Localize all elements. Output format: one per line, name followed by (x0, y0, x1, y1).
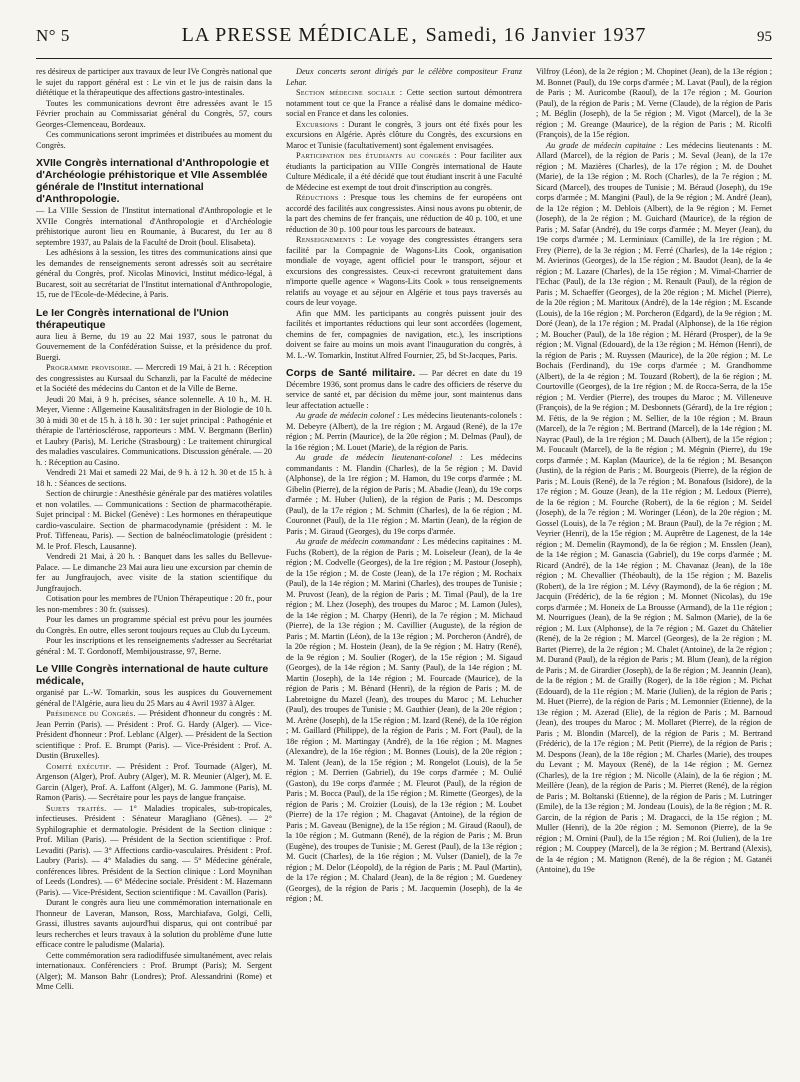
paragraph (286, 453, 522, 537)
run-in-label: Réductions (296, 193, 339, 202)
article-heading: Corps de Santé militaire. (286, 367, 416, 379)
paragraph: — La VIIIe Session de l'Institut international d'Anthropologie et le XVIIe Congrès international d'Anthropologie et d'Archéologie préhistorique auront lieu en Roumanie, à Bucarest, du 1er au 8 septembre 1937, au Palais de la Faculté de Droit (boul. Elisabeta). (36, 206, 272, 247)
paragraph: Afin que MM. les participants au congrès puissent jouir des facilités et importantes réductions qui leur sont accordées (logement, chemins de fer, compagnies de navigation, etc.), les inscriptions doivent se faire au moins un mois avant l'inauguration du congrès, à M. L.-W. Tomarkin, Institut Alfred Fournier, 25, bd St-Jacques, Paris. (286, 308, 522, 360)
paragraph-text: : Durant le congrès, 3 jours ont été fixés pour les excursions en Algérie. Après clôture du Congrès, des excursions en Maroc et Tunisie (facultativement) sont également envisagées. (286, 119, 522, 150)
paragraph-text: : Pour faciliter aux étudiants la participation au VIIIe Congrès international de Haute Culture Médicale, il a été décidé que tout étudiant inscrit à une Faculté de Médecine est exempt de tout droit d'inscription au congrès. (286, 151, 522, 192)
run-in-label: Participation des étudiants au congrès (296, 151, 451, 160)
paragraph (286, 88, 522, 120)
paragraph: Deux concerts seront dirigés par le célèbre compositeur Franz Lehar. (286, 67, 522, 87)
run-in-label: Présidence du Congrès. (46, 709, 136, 718)
paragraph: Toutes les communications devront être adressées avant le 15 Février prochain au Commissariat général du Congrès, 57, cours Georges-Clemenceau, Bordeaux. (36, 98, 272, 129)
run-in-label: Comité exécutif. (46, 761, 112, 771)
paragraph (286, 537, 522, 905)
article-heading: Le Ier Congrès international de l'Union thérapeutique (36, 306, 229, 331)
run-in-label: Au grade de médecin capitaine : (546, 140, 663, 150)
paragraph-text: Les médecins lieutenants-colonels : M. Debeyre (Albert), de la 1re région ; M. Argaud (René), de la 17e région ; M. Perrin (Maurice), de la 20e région ; M. Delmas (Paul), de la 16e région ; M. Louet (Marie), de la région de Paris. (286, 411, 522, 452)
paragraph-text: : Le voyage des congressistes étrangers sera facilité par la Compagnie de Wagons-Lits Cook, organisation mondiale de voyage, agent officiel pour le transport, séjour et excursions des congressistes. Ceux-ci recevront gratuitement dans n'importe quelle agence « Wagons-Lits Cook » tous renseignements relatifs au voyage et au séjour en Algérie et tous pays traversés au cours de leur voyage. (286, 235, 522, 307)
paragraph: Les adhésions à la session, les titres des communications ainsi que les demandes de renseignements seront adressés soit au secrétaire général du Congrès, prof. Nicolas Minovici, Institut médico-légal, à Bucarest, soit au secrétariat de l'Institut international d'Anthropologie, 15, rue de l'Ecole-de-Médecine, à Paris. (36, 248, 272, 299)
journal-name: LA PRESSE MÉDICALE (181, 24, 410, 46)
paragraph-text: Les médecins commandants : M. Flandin (Charles), de la 5e région ; M. David (Alphonse), de la 1re région ; M. Hamon, du 19e corps d'armée ; M. Gibelin (Pierre), de la région de Paris ; M. Abadie (Jean), du 19e corps d'armée ; M. Huber (Julien), de la région de Paris ; M. Descomps (Paul), de la 17e région ; M. Schmitt (Charles), de la 6e région ; M. Couronnet (Paul), de la 11e région ; M. Martin (Jean), de la région de Paris ; M. Giraud (Georges), du 19e corps d'armée. (286, 453, 522, 536)
run-in-label: Excursions (296, 119, 339, 129)
column-2 (286, 67, 522, 1077)
paragraph: Vendredi 21 Mai, à 20 h. : Banquet dans les salles du Bellevue-Palace. — Le dimanche 23 Mai aura lieu une excursion par chemin de fer au Jungfraujoch, avec visite de la station scientifique du Jungfraujoch. (36, 552, 272, 593)
run-in-label: Au grade de médecin commandant : (296, 537, 420, 546)
paragraph-text: : Cette section surtout démontrera notamment tout ce que la France a réalisé dans le domaine médico-social en France et dans les colonies. (286, 88, 522, 118)
paragraph-text: — Mercredi 19 Mai, à 21 h. : Réception des congressistes au Kursaal du Schanzli, par la Faculté de médecine et la Société des médecins du Canton et de la Ville de Berne. (36, 363, 272, 393)
run-in-label: Au grade de médecin lieutenant-colonel : (296, 453, 463, 462)
paragraph-text: Les médecins lieutenants : M. Allard (Marcel), de la région de Paris ; M. Seval (Jean), de la 17e région ; M. Mazières (Charles), de la 17e région ; M. de Douhet (Marie), de la 13e région ; M. Roch (Charles), de la 7e région ; M. Sicard (Marcel), des troupes de Tunisie ; M. Béraud (Joseph), du 19e corps d'armée ; M. Mangini (Paul), de la 9e région ; M. André (Jean), de la 12e région ; M. Deblois (Albert), de la 9e région ; M. Fernet (Joseph), de la 2e région ; M. Guichard (Maurice), de la région de Paris ; M. Safar (André), du 19e corps d'armée ; M. Meyer (Jean), du 19e corps d'armée ; M. Lerminiaux (Camille), de la 1re région ; M. Frey (Pierre), de la 3e région ; M. Ferré (Charles), de la 14e région ; M. Avierinos (Georges), de la 15e région ; M. Baudot (Jean), de la 4e région ; M. Lazare (Charles), de la 15e région ; M. Vimal-Charrier de l'Echac (Paul), de la 13e région ; M. Renault (Paul), de la région de Paris ; M. Schaeffer (Georges), de la 20e région ; M. Michel (Pierre), de la 20e région ; M. Maritoux (André), de la 14e région ; M. Escande (Louis), de la 16e région ; M. Porcheron (Edgard), de la 9e région ; M. Doré (Jean), de la 17e région ; M. Pradal (Alphonse), de la 16e région ; M. Boucher (Paul), de la 18e région ; M. Hérard (Prosper), de la 9e région ; M. Vignal (Edouard), de la 13e région ; M. Hémon (Henri), de la région de Paris ; M. Ruyssen (Maurice), de la 20e région ; M. Le Bochais (Ferdinand), du 19e corps d'armée ; M. Grandhomme (Albert), de la 4e région ; M. Touzard (Robert), de la 6e région ; M. Courtoville (Georges), de la 1re région ; M. de Rocca-Serra, de la 15e région ; M. Verdier (Pierre), des troupes du Maroc ; M. Villeneuve (François), de la 9e région ; M. Desbonnets (Gérard), de la 1re région ; M. Fétis, de la 9e région ; M. Sellier, de la 10e région ; M. Braun (Marcel), de la 7e région ; M. Bertrand (Marcel), de la 14e région ; M. Nayrac (Paul), de la 1re région ; M. Dauch (Albert), de la 15e région ; M. Foucault (Marcel), de la 8e région ; M. Mégnin (Pierre), du 19e corps d'armée ; M. Kaplan (Maurice), de la 6e région ; M. Besançon (Justin), de la région de Paris ; M. Bourgeois (Pierre), de la région de Paris ; M. Louis (René), de la 7e région ; M. Bonafous (Isidore), de la 17e région ; M. Gouze (Jean), de la 11e région ; M. Ledoux (Pierre), de la 6e région ; M. Fourche (Robert), de la 6e région ; M. Seidel (Joseph), de la 7e région ; M. Woringer (Léon), de la 20e région ; M. Gossel (Louis), de la 7e région ; M. Braun (Paul), de la 7e région ; M. Veyrier (Henri), de la 15e région ; M. Auprêtre de Lagenest, de la 14e région ; M. Demelin (Raymond), de la 6e région ; M. Ensslen (Jean), de la 14e région ; M. Ganascia (Gabriel), du 19e corps d'armée ; M. Ricard (André), de la 14e région ; M. Chavanaz (Jean), de la 18e région ; M. Chevallier (Théobault), de la 15e région ; M. Bazelis (Robert), de la 1re région ; M. Lévy (Raymond), de la 6e région ; M. Jacquin (Frédéric), de la 6e région ; M. Monnet (Nicolas), du 19e corps d'armée ; M. Honeix de La Brousse (Armand), de la 11e région ; M. Nourrigues (Jean), de la 9e région ; M. Salmon (Marie), de la 6e région ; M. Lux (Alphonse), de la 7e région ; M. Gazet du Châtelier (René), de la 2e région ; M. Marcel (Georges), de la 2e région ; M. Bartet (Pierre), de la 2e région ; M. Chalet (Antoine), de la 2e région ; M. Durand (Paul), de la région de Paris ; M. Blum (Jean), de la région de Paris ; M. de Girardier (Joseph), de la 8e région ; M. Jeannin (Jean), de la 8e région ; M. de Grailly (Roger), de la 18e région ; M. Pichat (Edouard), de la 11e région ; M. Marie (Julien), de la région de Paris ; M. Huet (Pierre), de la région de Paris ; M. Lemonnier (Etienne), de la 13e région ; M. Azerad (Elie), de la région de Paris ; M. Barnoud (Jean), des troupes du Maroc ; M. Mollaret (Pierre), de la région de Paris ; M. Blondin (Marcel), de la région de Paris ; M. Bertrand (Frédéric), de la 17e région ; M. Petit (Pierre), de la région de Paris ; M. Despons (Jean), de la 18e région ; M. Charles (Marie), des troupes du Levant ; M. Mayoux (René), de la 14e région ; M. Gernez (Charles), de la 1re région ; M. Nicolle (Alain), de la 6e région ; M. Meillère (Jean), de la région de Paris ; M. Pierret (René), de la région de Paris ; M. Boltanski (Etienne), de la région de Paris ; M. Lutringer (Emile), de la 13e région ; M. Jondeau (Louis), de la 8e région ; M. R. Garcin, de la région de Paris ; M. Dragacci, de la 15e région ; M. Muller (Henri), de la 20e région ; M. Semonon (Pierre), de la 9e région ; M. Ornini (Paul), de la 15e région ; M. Roi (Julien), de la 1re région ; M. Couppey (Marcel), de la 3e région ; M. Bertrand (Alexis), de la 4e région ; M. Matignon (René), de la 8e région ; M. Gatanéi (Antoine), du 19e (536, 140, 772, 874)
column-3 (536, 67, 772, 1077)
paragraph: Jeudi 20 Mai, à 9 h. précises, séance solennelle. A 10 h., M. H. Meyer, Vienne : Allgemeine Kausalitätsfragen in der Biologie de 10 h. 30 à midi 30 et de 15 h. à 18 h. 30 : 1er sujet principal : Pathogénie et thérapie de l'artériosclérose, rapporteurs : MM. V. Bergmann (Berlin) et Laubry (Paris), M. Leriche (Strasbourg) : Le traitement chirurgical des maladies vasculaires. Communications. Discussion générale. — 20 h. : Réception au Casino. (36, 394, 272, 467)
paragraph-text: Les médecins capitaines : M. Fuchs (Robert), de la région de Paris ; M. Loiseleur (Jean), de la 4e région ; M. Codvelle (Georges), de la 1re région ; M. Pastour (Joseph), de la 15e région ; M. de Coste (Jean), de la 17e région ; M. Rochaix (Paul), de la 14e région ; M. Marini (Charles), des troupes de Tunisie ; M. Pruvost (Jean), de la région de Paris ; M. Timal (Paul), de la 1re région ; M. Lhez (Joseph), des troupes du Maroc ; M. Lamon (Jules), de la 14e région ; M. Charpy (Henri), de la 7e région ; M. Michaud (Pierre), de la 13e région ; M. Cavillier (Auguste), de la région de Paris ; M. Martin (Léon), de la 13e région ; M. Porcheron (André), de la 20e région ; M. Hostein (Jean), de la 9e région ; M. Hatry (René), de la 9e région ; M. Soulier (Roger), de la 15e région ; M. Sigaud (Georges), de la 14e région ; M. Santy (Paul), de la 14e région ; M. Martin (Joseph), de la 14e région ; M. Fourcade (Maurice), de la région de Paris ; M. Bénard (Henri), de la région de Paris ; M. de Labretoigne du Mazel (Jean), des troupes du Maroc ; M. Lehucher (Paul), des troupes de Tunisie ; M. Gauthier (Jean), de la 20e région ; M. Arène (Joseph), de la 15e région ; M. Izard (René), de la 10e région ; M. Gaillard (Philippe), de la région de Paris ; M. Fort (Paul), de la 18e région ; M. Martingay (André), de la 16e région ; M. Magnes (Alexandre), de la 16e région ; M. Bonnes (Louis), de la 20e région ; M. Talent (Jean), de la 15e région ; M. Rongelot (Louis), de la 5e région ; M. Derrien (Gabriel), du 19e corps d'armée ; M. Oulié (Gaston), du 19e corps d'armée ; M. Fleurot (Paul), de la région de Paris ; M. Bocca (Paul), de la 15e région ; M. Rimette (Georges), de la région de Paris ; M. Croizier (Louis), de la 13e région ; M. Loubet (Pierre) de la 17e région ; M. Chagavat (Antoine), de la région de Paris ; M. Gaveau (Benigne), de la 15e région ; M. Giraud (Raoul), de la 10e région ; M. Gutmann (René), de la région de Paris ; M. Brun (Eugène), des troupes de Tunisie ; M. Gerest (Paul), de la 13e région ; M. Gucit (Charles), de la 16e région ; M. Vulser (Daniel), de la 7e région ; M. Delor (Léopold), de la région de Paris ; M. Paul (Martin), de la 17e région ; M. Chalard (Jean), de la 8e région ; M. Guedeney (Georges), de la région de Paris ; M. Jacquemin (Joseph), de la 4e région ; M. (286, 537, 522, 903)
run-in-label: Sujets traités. (46, 803, 107, 813)
run-in-label: Section médecine sociale (296, 88, 396, 97)
paragraph: Pour les dames un programme spécial est prévu pour les journées du Congrès. En outre, elles seront toujours reçues au Club du Lyceum. (36, 615, 272, 635)
paragraph: Cette commémoration sera radiodiffusée simultanément, avec relais internationaux. Conférenciers : Prof. Brumpt (Paris); M. Sergent (Alger); M. Manson Bahr (Londres); Prof. Alessandrini (Rome) et Mme Celli. (36, 950, 272, 991)
masthead (36, 24, 772, 50)
run-in-label: Au grade de médecin colonel : (296, 411, 400, 420)
paragraph (36, 804, 272, 899)
paragraph: Durant le congrès aura lieu une commémoration internationale en l'honneur de Laveran, Manson, Ross, Marchiafava, Golgi, Celli, Grassi, illustres savants aujourd'hui disparus, qui ont contribué par leurs recherches et leurs travaux à la solution du problème d'une lutte efficace contre le paludisme (Malaria). (36, 898, 272, 949)
paragraph: Pour les inscriptions et les renseignements s'adresser au Secrétariat général : M. T. Gordonoff, Membijoustrasse, 97, Berne. (36, 636, 272, 656)
paragraph-text: — Président : Prof. Tournade (Alger), M. Argenson (Alger), Prof. Aubry (Alger), M. R. Meunier (Alger), M. E. Garcin (Alger), Prof. A. Laffont (Alger), M. G. Jammone (Paris), M. Ramon (Paris). — Secrétaire pour les pays de langue française. (36, 761, 272, 802)
masthead-title: LA PRESSE MÉDICALE , Samedi, 16 Janvier 1937 (181, 24, 647, 46)
paragraph (286, 235, 522, 309)
paragraph: res désireux de participer aux travaux de leur IVe Congrès national que le sujet du rapport général est : Le vin et le jus de raisin dans la diététique et la thérapeutique des affections gastro-intestinales. (36, 67, 272, 97)
paragraph: Cotisation pour les membres de l'Union Thérapeutique : 20 fr., pour les non-membres : 30 fr. (suisses). (36, 594, 272, 614)
paragraph-text: — 1° Maladies tropicales, sub-tropicales, infectieuses. Président : Sénateur Maragliano (Gênes). — 2° Syphilographie et dermatologie. Président de la Section clinique : Prof. Milian (Paris). — Président de la Section scientifique : Prof. Levaditi (Paris). — 3° Affections cardio-vasculaires. Président : Prof. Laubry (Paris). — 4° Maladies du sang. — 5° Médecine générale, conférences libres. Président de la Section clinique : Lord Moynihan of Leeds (Londres). — 6° Médecine sociale. Président : M. Hazemann (Paris). — Vice-Président, Section scientifique : M. Cavaillon (Paris). (36, 803, 272, 897)
article-heading: XVIIe Congrès international d'Anthropologie et d'Archéologie préhistorique et VIIe Assemblée générale de l'Institut international d'Anthropologie. (36, 157, 269, 205)
paragraph: organisé par L.-W. Tomarkin, sous les auspices du Gouvernement général de l'Algérie, aura lieu du 25 Mars au 4 Avril 1937 à Alger. (36, 688, 272, 708)
paragraph (36, 363, 272, 395)
page-number: 95 (757, 29, 772, 45)
paragraph: Vendredi 21 Mai et samedi 22 Mai, de 9 h. à 12 h. 30 et de 15 h. à 18 h. : Séances de sections. (36, 468, 272, 488)
issue-number: N° 5 (36, 26, 70, 45)
paragraph: Vilfroy (Léon), de la 2e région ; M. Chopinet (Jean), de la 13e région ; M. Bonnet (Paul), du 19e corps d'armée ; M. Lavat (Paul), de la région de Paris ; M. Auricombe (Raoul), de la 17e région ; M. Gourion (Paul), de la région de Paris ; M. Verne (Claude), de la région de Paris ; M. Béglin (Joseph), de la 5e région ; M. Vigot (Marcel), de la 3e région ; M. Greange (Maurice), de la région de Paris ; M. Ricolfi (François), de la 15e région. (536, 67, 772, 139)
column-1 (36, 67, 272, 1077)
paragraph: aura lieu à Berne, du 19 au 22 Mai 1937, sous le patronat du Gouvernement de la Confédération Suisse, et la présidence du prof. Buergi. (36, 331, 272, 362)
columns (36, 67, 772, 1077)
paragraph-text: — Par décret en date du 19 Décembre 1936, sont promus dans le cadre des officiers de réserve du service de santé et, par décision du même jour, sont maintenus dans leur affectation actuelle : (286, 369, 522, 410)
paragraph (36, 762, 272, 804)
paragraph-text: — Président d'honneur du congrès : M. Jean Perrin (Paris). — Président : Prof. G. Hardy (Alger). — Vice-Président d'honneur : Prof. Leblanc (Alger). — Président de la Section scientifique : Prof. E. Brumpt (Paris). — Vice-Président : Prof. A. Dustin (Bruxelles). (36, 709, 272, 760)
paragraph (536, 141, 772, 876)
issue-date: Samedi, 16 Janvier 1937 (425, 24, 647, 46)
paragraph (286, 367, 522, 411)
paragraph-text: : Presque tous les chemins de fer européens ont accordé des facilités aux congressistes. Ainsi nous avons pu obtenir, de la part des chemins de fer français, une réduction de 40 p. 100, et une réduction de 30 p. 100 pour tous les parcours de bateaux. (286, 193, 522, 234)
paragraph (286, 151, 522, 193)
header-rule (36, 58, 772, 59)
paragraph (286, 193, 522, 235)
paragraph (36, 709, 272, 762)
paragraph: Ces communications seront imprimées et distribuées au moment du Congrès. (36, 130, 272, 150)
article-heading: Le VIIIe Congrès international de haute culture médicale, (36, 663, 269, 687)
paragraph: Section de chirurgie : Anesthésie générale par des matières volatiles et non volatiles. — Communications : Section de pharmacothérapie. Sujet principal : M. Bickel (Genève) : Les hormones en thérapeutique cardio-vasculaire. Section de pharmacodynamie (président : M. le Prof. Tiffeneau, Paris). — Section de balnéoclimatologie (président : M. le Prof. Flesch, Lausanne). (36, 489, 272, 551)
paragraph (286, 120, 522, 152)
run-in-label: Programme provisoire. (46, 363, 133, 372)
run-in-label: Renseignements (296, 235, 356, 244)
paragraph (286, 411, 522, 453)
